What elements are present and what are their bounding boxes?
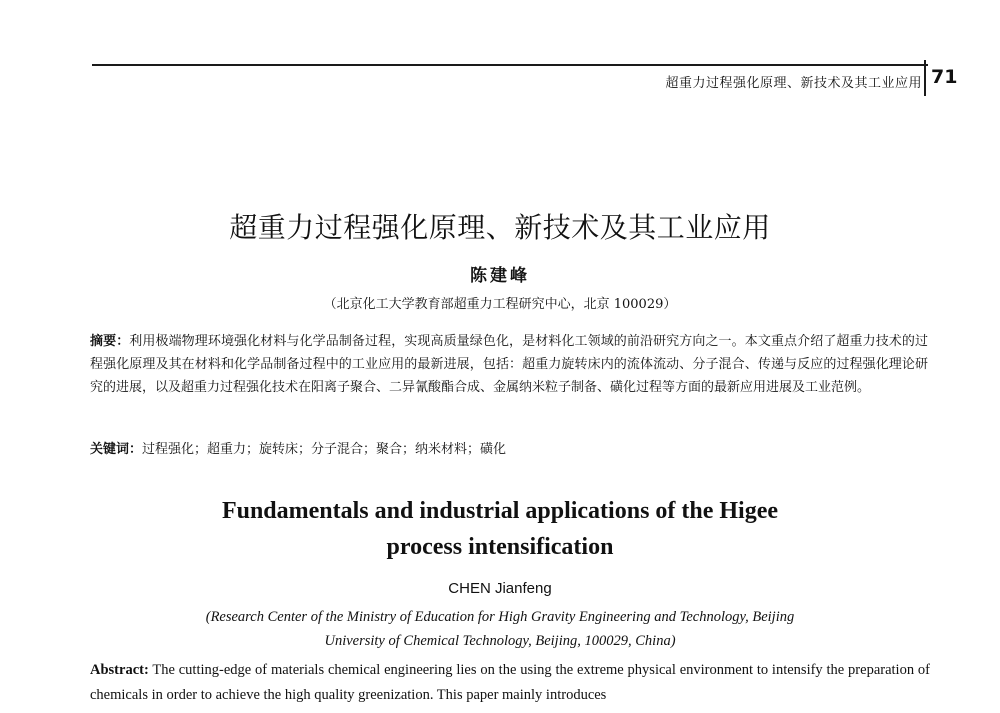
running-header-title: 超重力过程强化原理、新技术及其工业应用 (665, 76, 922, 91)
chinese-abstract (90, 330, 928, 399)
english-abstract (90, 658, 930, 708)
header-rule (92, 64, 928, 66)
header-separator (924, 60, 926, 96)
english-title-line-2: process intensification (386, 534, 614, 560)
english-author: CHEN Jianfeng (448, 580, 552, 597)
english-affiliation-line-1: (Research Center of the Ministry of Education for High Gravity Engineering and Technology, Beijing (205, 609, 795, 625)
english-affiliation-line-2: University of Chemical Technology, Beijing, 100029, China) (324, 633, 676, 649)
chinese-abstract-text: 利用极端物理环境强化材料与化学品制备过程，实现高质量绿色化，是材料化工领域的前沿研究方向之一。本文重点介绍了超重力技术的过程强化原理及其在材料和化学品制备过程中的工业应用的最新进展，包括：超重力旋转床内的流体流动、分子混合、传递与反应的过程强化理论研究的进展，以及超重力过程强化技术在阳离子聚合、二异氰酸酯合成、金属纳米粒子制备、磺化过程等方面的最新应用进展及工业范例。 (90, 334, 928, 395)
english-title-line-1: Fundamentals and industrial applications of the Higee (221, 498, 779, 524)
chinese-keywords (90, 438, 928, 457)
chinese-keywords-label: 关键词： (90, 442, 143, 457)
chinese-abstract-label: 摘要： (90, 334, 130, 349)
page-number: 71 (931, 66, 958, 88)
english-title (0, 493, 1000, 565)
english-affiliation (0, 605, 1000, 653)
chinese-keywords-text: 过程强化；超重力；旋转床；分子混合；聚合；纳米材料；磺化 (142, 442, 507, 457)
english-abstract-label: Abstract: (90, 662, 149, 678)
chinese-title: 超重力过程强化原理、新技术及其工业应用 (229, 211, 771, 244)
chinese-author: 陈建峰 (470, 266, 530, 286)
chinese-affiliation: （北京化工大学教育部超重力工程研究中心，北京 100029） (323, 297, 677, 312)
english-abstract-text: The cutting-edge of materials chemical engineering lies on the using the extreme physical environment to intensify the preparation of chemicals in order to achieve the high quality greenization. This paper mainly introduces (90, 662, 930, 703)
